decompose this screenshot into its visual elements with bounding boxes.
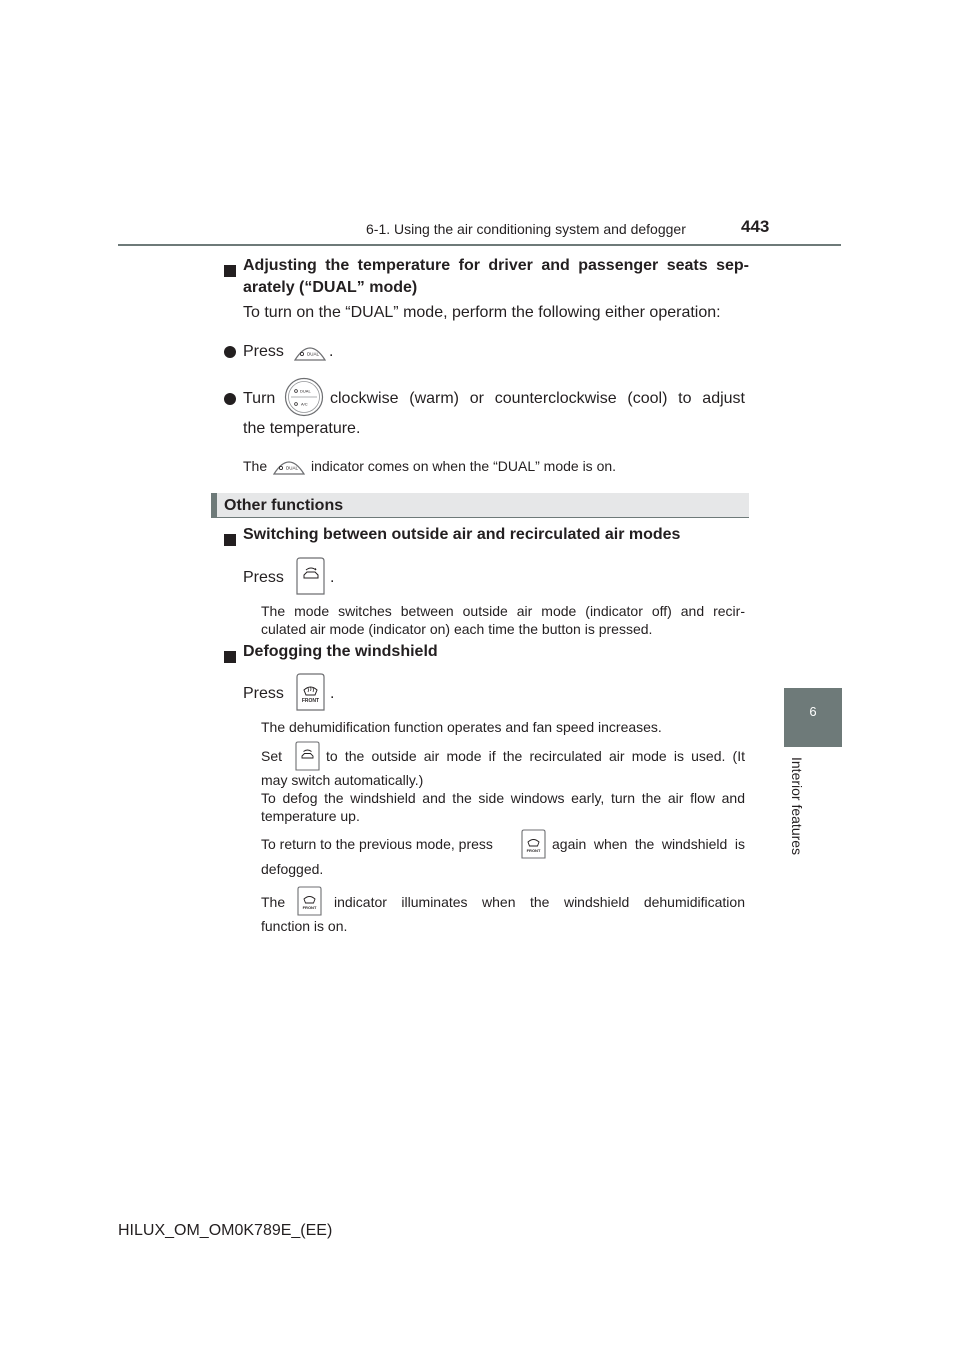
bullet-marker — [224, 393, 236, 405]
dual-note-text: indicator comes on when the “DUAL” mode is on. — [311, 458, 617, 474]
bullet1-period: . — [329, 343, 334, 360]
defogging-note2-line2: may switch automatically.) — [261, 772, 424, 788]
defogging-note4-line2: defogged. — [261, 861, 324, 877]
bullet2-text: clockwise (warm) or counterclockwise (cool) to adjust — [330, 390, 745, 407]
defogging-note5-line2: function is on. — [261, 918, 348, 934]
front-icon-text: FRONT — [301, 698, 320, 704]
defogging-note3-line2: temperature up. — [261, 808, 360, 824]
front-defogger-indicator-icon — [296, 886, 322, 916]
defogging-note4-start: To return to the previous mode, press — [261, 836, 493, 852]
heading-square-marker — [224, 533, 236, 551]
front-indicator-icon-text: FRONT — [302, 905, 317, 910]
defogging-note3-line1: To defog the windshield and the side windows early, turn the air flow and — [261, 790, 745, 806]
page-number: 443 — [741, 217, 770, 236]
defogging-note5-the: The — [261, 894, 286, 910]
dual-note-the: The — [243, 458, 268, 474]
recirculation-button-icon — [295, 557, 325, 595]
recirculation-note-line1: The mode switches between outside air mode (indicator off) and recir- — [261, 603, 745, 619]
defogging-note2-text: to the outside air mode if the recirculated air mode is used. (It — [326, 748, 745, 764]
section-breadcrumb: 6-1. Using the air conditioning system and defogger — [366, 221, 686, 237]
defogging-press: Press — [243, 685, 284, 702]
bullet2-line2: the temperature. — [243, 420, 361, 437]
section-header-accent — [211, 493, 217, 518]
chapter-label: Interior features — [789, 757, 805, 856]
front-defogger-button-icon — [295, 673, 325, 711]
defogging-period: . — [330, 685, 335, 702]
dual-heading-line1: Adjusting the temperature for driver and passenger seats sep- — [243, 257, 749, 274]
defogging-heading: Defogging the windshield — [243, 643, 438, 660]
recirculation-press: Press — [243, 569, 284, 586]
dual-indicator-icon — [272, 452, 306, 476]
chapter-number: 6 — [809, 704, 817, 719]
dual-intro: To turn on the “DUAL” mode, perform the following either operation: — [243, 304, 721, 321]
recirculation-small-icon — [294, 741, 320, 771]
defogging-note5-text: indicator illuminates when the windshield dehumidification — [334, 894, 745, 910]
bullet-marker — [224, 346, 236, 358]
document-id: HILUX_OM_OM0K789E_(EE) — [118, 1222, 333, 1239]
recirculation-period: . — [330, 569, 335, 586]
heading-square-marker — [224, 264, 236, 282]
bullet1-press: Press — [243, 343, 284, 360]
section-title-other-functions: Other functions — [224, 497, 344, 514]
heading-square-marker — [224, 650, 236, 668]
dual-indicator-text: DUAL — [286, 465, 299, 471]
recirculation-note-line2: culated air mode (indicator on) each time the button is pressed. — [261, 621, 653, 637]
defogging-note1: The dehumidification function operates and fan speed increases. — [261, 719, 662, 735]
dual-button-icon — [293, 338, 327, 362]
dual-ac-knob-icon — [283, 377, 325, 417]
dual-icon-text: DUAL — [307, 351, 320, 357]
knob-ac-text: A/C — [301, 401, 308, 407]
front-small-icon-text: FRONT — [526, 848, 541, 853]
bullet2-turn: Turn — [243, 390, 276, 407]
defogging-note4-text: again when the windshield is — [552, 836, 745, 852]
front-defogger-small-icon — [520, 829, 546, 859]
dual-heading-line2: arately (“DUAL” mode) — [243, 279, 418, 296]
recirculation-heading: Switching between outside air and recirculated air modes — [243, 526, 681, 543]
section-header-underline — [211, 517, 749, 518]
defogging-note2-set: Set — [261, 748, 283, 764]
header-divider — [118, 244, 841, 246]
knob-dual-text: DUAL — [300, 388, 311, 394]
